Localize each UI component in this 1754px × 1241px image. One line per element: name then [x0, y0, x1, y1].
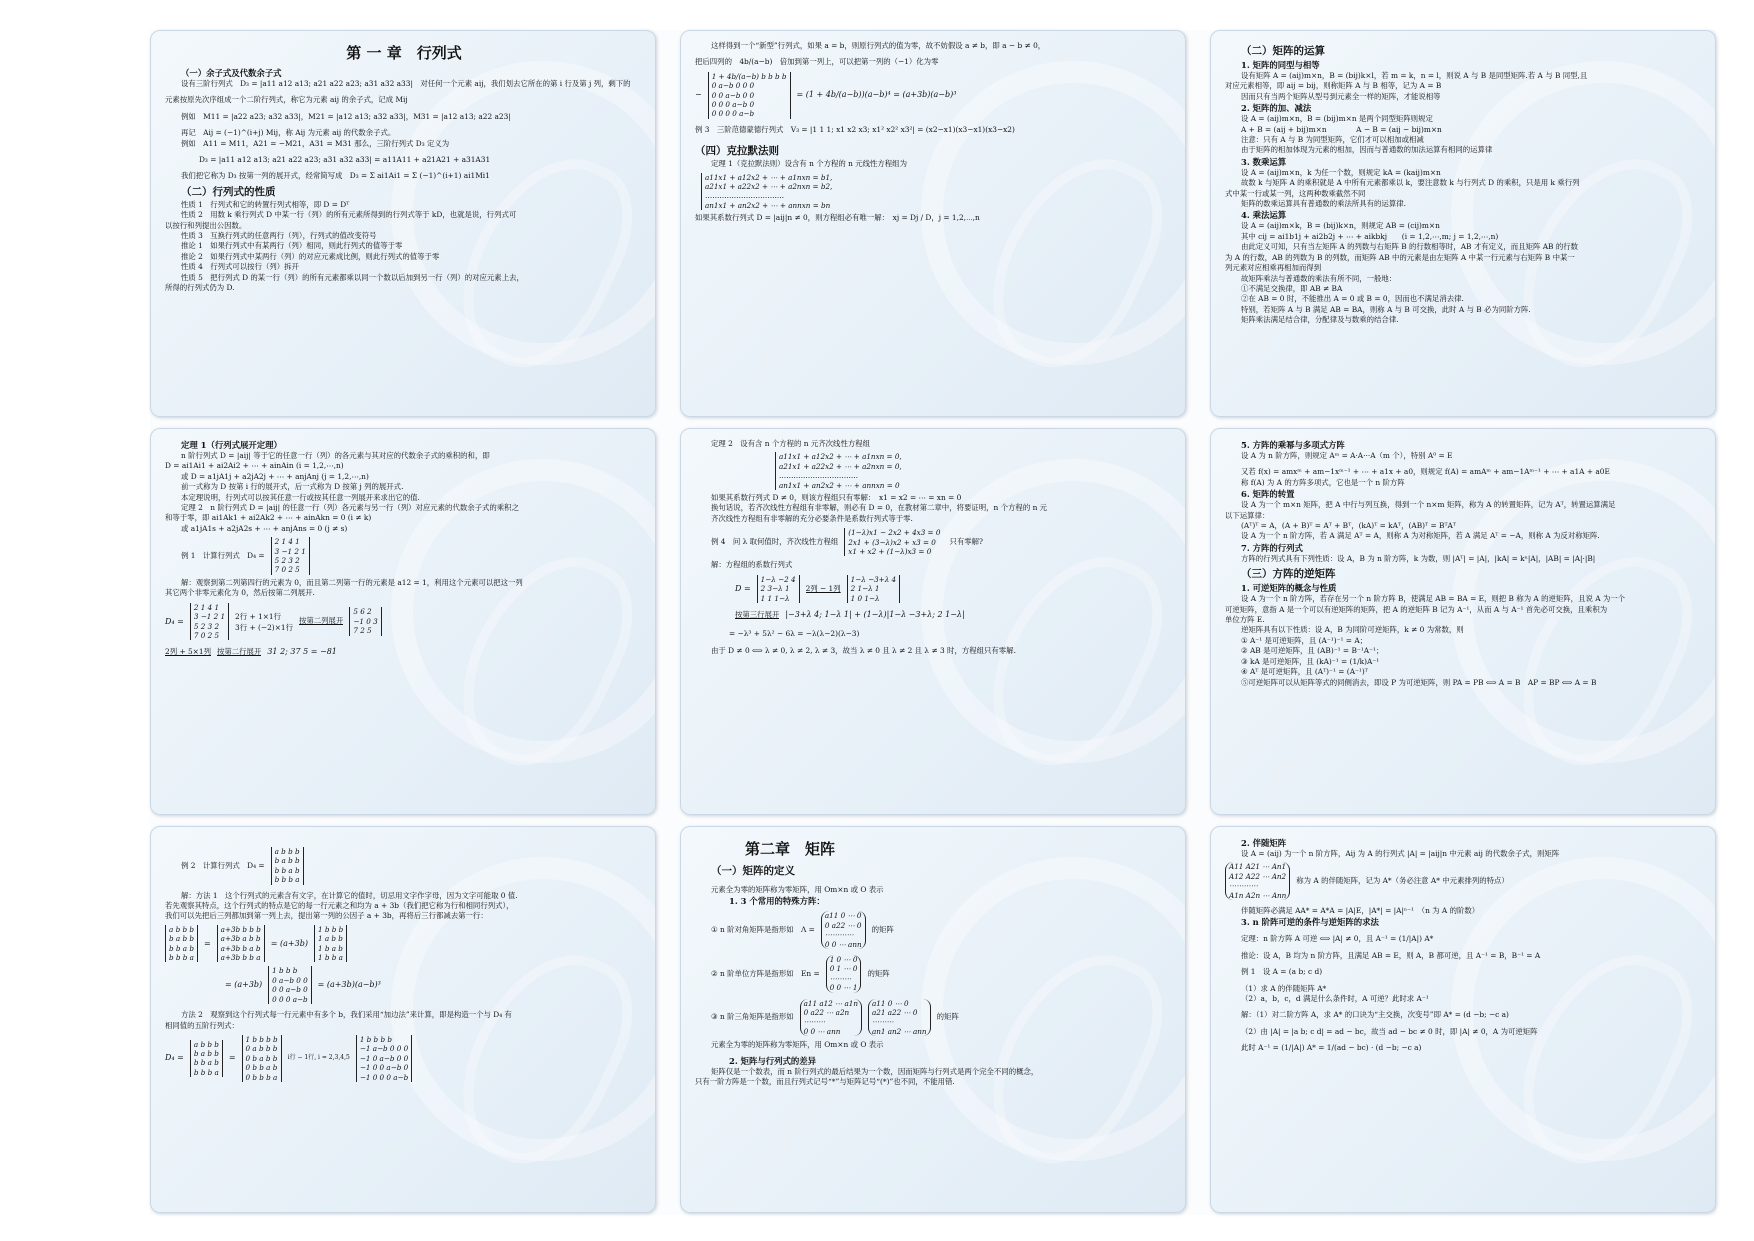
subheading: 4. 乘法运算 [1241, 210, 1287, 221]
matrix-row: 1−λ −2 4 [760, 574, 796, 584]
subheading: 2. 伴随矩阵 [1241, 838, 1287, 848]
text-line: 特别，若矩阵 A 与 B 满足 AB = BA，则称 A 与 B 可交换，此时 A 与 B 必为同阶方阵. [1241, 304, 1531, 314]
equation: a11x1 + a12x2 + ⋯ + a1nxn = 0, [779, 452, 902, 462]
matrix-row: b b a b [193, 1058, 219, 1068]
matrix-row: ⋯⋯⋯⋯ [1229, 881, 1258, 891]
solution-line: 相同值的五阶行列式： [165, 1020, 239, 1030]
matrix-row: −1 0 3 [353, 616, 378, 626]
formula: 又若 f(x) = amxᵐ + am−1xᵐ⁻¹ + ⋯ + a1x + a0，则规定 f(A) = amAᵐ + am−1Aᵐ⁻¹ + ⋯ + a1A + a0E [1241, 467, 1610, 477]
text-line: 由于矩阵的相加体现为元素的相加，因而与普通数的加法运算有相同的运算律 [1241, 145, 1493, 155]
text-line: 称 f(A) 为 A 的方阵多项式，它也是一个 n 阶方阵 [1241, 477, 1405, 487]
matrix-row: A11 A21 ⋯ An1 [1229, 862, 1287, 872]
equation: x1 + x2 + (1−λ)x3 = 0 [848, 547, 932, 557]
equation: a11x1 + a12x2 + ⋯ + a1nxn = b1, [705, 172, 833, 182]
operation-label: 2行 + 1×1行 [235, 611, 282, 621]
determinant [271, 537, 310, 575]
property-line: 性质 2 用数 k 乘行列式 D 中某一行（列）的所有元素所得到的行列式等于 kD，也就是说，行列式可 [181, 210, 517, 220]
matrix-row: ⋯⋯⋯ [829, 973, 852, 983]
property-line: ⑤可逆矩阵可以从矩阵等式的同侧消去，即设 P 为可逆矩阵，则 PA = PB ⟺ A = B AP = BP ⟺ A = B [1241, 677, 1597, 687]
theorem-line: 定理 1（克拉默法则）设含有 n 个方程的 n 元线性方程组为 [711, 159, 907, 169]
subheading: 1. 矩阵的同型与相等 [1241, 60, 1320, 70]
property-line: 推论 2 如果行列式中某两行（列）的对应元素成比例，则此行列式的值等于零 [181, 251, 440, 261]
matrix-row: b b a b [274, 865, 300, 875]
chapter-title: 第 一 章 行列式 [346, 44, 462, 62]
section-heading: （一）矩阵的定义 [711, 865, 795, 877]
matrix-row: 0 0 ⋯ ann [824, 939, 862, 949]
matrix-row: 2 1 4 1 [274, 537, 300, 547]
matrix-row: 1 1 1−λ [760, 593, 790, 603]
matrix-row: a11 0 ⋯ 0 [824, 911, 862, 921]
text-line: 本定理说明，行列式可以按其任意一行或按其任意一列展开来求出它的值. [181, 492, 420, 502]
matrix-row: b a b b [193, 1049, 219, 1059]
theorem-line: 如果其系数行列式 D = |aij|n ≠ 0，则方程组必有唯一解： xj = Dj / D，j = 1,2,⋯,n [695, 213, 980, 223]
text-line: 设 A = (aij) 为一个 n 阶方阵，Aij 为 A 的行列式 |A| = |aij|n 中元素 aij 的代数余子式，则矩阵 [1241, 849, 1560, 858]
operation-label: 2列 + 5×1列 [165, 647, 211, 657]
matrix-row: −1 0 0 a−b 0 [359, 1063, 409, 1073]
text-line: 换句话说，若齐次线性方程组有非零解，则必有 D = 0，在教材第二章中，将要证明，n 个方程的 n 元 [711, 503, 1048, 513]
text-line: 例如 A11 = M11，A21 = −M21，A31 = M31 那么，三阶行列式 D₃ 定义为 [181, 138, 450, 148]
property-line: ④ Aᵀ 是可逆矩阵，且 (Aᵀ)⁻¹ = (A⁻¹)ᵀ [1241, 667, 1368, 677]
matrix-row: −1 0 0 0 a−b [359, 1072, 409, 1082]
matrix-row: a b b b [193, 1039, 219, 1049]
operation-label: 2列 − 1列 [805, 583, 841, 593]
subheading: 1. 可逆矩阵的概念与性质 [1241, 583, 1337, 594]
text-line: 逆矩阵具有以下性质：设 A，B 为同阶可逆矩阵，k ≠ 0 为常数，则 [1241, 625, 1464, 635]
example-line: 例 1 设 A = (a b; c d) [1241, 967, 1323, 977]
property-line: ③ kA 是可逆矩阵，且 (kA)⁻¹ = (1/k)A⁻¹ [1241, 656, 1380, 666]
text-line: n 阶行列式 D = |aij| 等于它的任意一行（列）的各元素与其对应的代数余子式的乘积的和，即 [181, 451, 490, 460]
equation-system [701, 173, 835, 211]
solution-line: 解：（1）对二阶方阵 A，求 A* 的口诀为“主交换，次变号”即 A* = (d −b; −c a) [1241, 1010, 1509, 1020]
matrix-row: 1 + 4b/(a−b) b b b b [711, 71, 787, 81]
matrix-row: b a b b [274, 856, 300, 866]
text-line: 设 A 为 n 阶方阵，则规定 Aᵐ = A·A···A（m 个），特别 A⁰ = E [1241, 451, 1453, 460]
text-line: 只有一阶方阵是一个数，而且行列式记号“*”与矩阵记号“(*)”也不同，不能用错. [695, 1077, 955, 1087]
formula: A + B = (aij + bij)m×n A − B = (aij − bij)m×n [1241, 124, 1442, 134]
solution-line: 其它两个非零元素化为 0，然后按第二列展开. [165, 588, 315, 598]
text-line: 为 A 的行数，AB 的列数为 B 的列数，而矩阵 AB 中的元素是由左矩阵 A 中某一行元素与右矩阵 B 中某一 [1225, 252, 1575, 262]
subheading: 6. 矩阵的转置 [1241, 489, 1295, 500]
determinant [190, 1040, 223, 1078]
matrix-row: 1 b b a [317, 953, 343, 963]
formula: 此时 A⁻¹ = (1/|A|) A* = 1/(ad − bc) · (d −b; −c a) [1241, 1043, 1422, 1053]
matrix-row: 0 a−b 0 0 [272, 975, 308, 985]
subheading: 5. 方阵的乘幂与多项式方阵 [1241, 440, 1345, 450]
matrix-row: 0 0 0 0 a−b [711, 109, 755, 119]
text-line: ② n 阶单位方阵是指形如 En = [711, 968, 820, 978]
text-line: 例如 M11 = |a22 a23; a32 a33|，M21 = |a12 a13; a32 a33|，M31 = |a12 a13; a22 a23| [181, 111, 511, 121]
property-line: 性质 5 把行列式 D 的某一行（列）的所有元素都乘以同一个数以后加到另一行（列）的对应元素上去， [181, 272, 524, 282]
matrix-row: 0 0 ⋯ ann [803, 1026, 841, 1036]
theorem-line: 推论：设 A，B 均为 n 阶方阵，且满足 AB = E，则 A，B 都可逆，且 A⁻¹ = B，B⁻¹ = A [1241, 950, 1541, 960]
text-line: 如果其系数行列式 D ≠ 0，则该方程组只有零解： x1 = x2 = ⋯ = xn = 0 [711, 493, 962, 503]
formula: 其中 cij = ai1b1j + ai2b2j + ⋯ + aikbkj (i = 1,2,⋯,m; j = 1,2,⋯,n) [1241, 231, 1499, 241]
text-line: （2）a，b，c，d 满足什么条件时，A 可逆？此时求 A⁻¹ [1241, 994, 1429, 1004]
matrix-row: 1 b b b b [359, 1034, 392, 1044]
operation-label: 按第三行展开 [735, 609, 780, 619]
matrix-row: 0 b b a b [245, 1063, 278, 1073]
matrix-row: a11 a12 ⋯ a1n [803, 998, 858, 1008]
property-line: 性质 3 互换行列式的任意两行（列），行列式的值改变符号 [181, 231, 377, 241]
property-line: ① A⁻¹ 是可逆矩阵，且 (A⁻¹)⁻¹ = A； [1241, 635, 1368, 645]
subheading: 2. 矩阵的加、减法 [1241, 103, 1312, 114]
determinant [757, 575, 800, 603]
solution-line: 解：方程组的系数行列式 [711, 560, 793, 570]
chapter-title: 第二章 矩阵 [745, 840, 836, 858]
matrix-row: a11 0 ⋯ 0 [872, 998, 909, 1008]
slide-6 [1210, 428, 1716, 815]
determinant [271, 847, 304, 885]
text-line: 矩阵仅是一个数表，而 n 阶行列式的最后结果为一个数，因而矩阵与行列式是两个完全不同的概念， [711, 1066, 1039, 1076]
text-line: 故数 k 与矩阵 A 的乘积就是 A 中所有元素都乘以 k，要注意数 k 与行列式 D 的乘积，只是用 k 乘行列 [1241, 178, 1580, 188]
matrix-row: a+3b b b b [220, 924, 261, 934]
text-line: 的矩阵 [936, 1012, 959, 1022]
theorem-title: 定理 1（行列式展开定理） [181, 440, 282, 450]
determinant [190, 603, 229, 641]
text-line: 设 A 为一个 n 阶方阵，若存在另一个 n 阶方阵 B，使满足 AB = BA = E，则把 B 称为 A 的逆矩阵，且说 A 为一个 [1241, 594, 1626, 604]
section-heading: （四）克拉默法则 [695, 145, 779, 158]
matrix-row: 7 0 2 5 [274, 565, 300, 575]
text-line: ③ n 阶三角矩阵是指形如 [711, 1012, 794, 1022]
text-line: 元素全为零的矩阵称为零矩阵，用 Om×n 或 O 表示 [711, 885, 884, 894]
text-line: 这样得到一个“新型”行列式，如果 a = b，则原行列式的值为零，故不妨假设 a ≠ b，即 a − b ≠ 0， [711, 41, 1046, 50]
matrix [821, 911, 866, 949]
matrix-row: b b b a [169, 953, 194, 963]
matrix-row: a+3b b a b [220, 943, 261, 953]
matrix-row: 3 −1 2 1 [274, 546, 306, 556]
matrix-row: ⋯⋯⋯ [872, 1017, 894, 1027]
matrix-row: b a b b [169, 934, 194, 944]
matrix-row: 1 b b b [272, 966, 298, 976]
determinant [165, 925, 198, 963]
determinant [217, 925, 265, 963]
matrix-row: −1 a−b 0 0 0 [359, 1044, 409, 1054]
text-line: 单位方阵 E. [1225, 615, 1265, 625]
text-line: 对应元素相等，即 aij = bij，则称矩阵 A 与 B 相等，记为 A = B [1225, 81, 1442, 91]
matrix-row: 7 0 2 5 [193, 630, 220, 640]
operation-label: 按第二行展开 [216, 647, 262, 657]
equation-system [844, 528, 943, 556]
subheading: 7. 方阵的行列式 [1241, 542, 1303, 553]
slide-5: 定理 2 设有含 n 个方程的 n 元齐次线性方程组 a11x1 + a12x2 + ⋯ + a1nxn = 0, a21x1 + a22x2 + ⋯ + a2nxn = 0, …………………………… an1x1 + an2x2 + ⋯ + annxn = 0 如果其系数行列式 D ≠ 0，则该方程组只有零解： x1 = x2 = ⋯ = xn = 0 换句话说，若齐次线性方程组有非零解，则必有 D = 0，在教材第二章中，将要证明，n 个方程的 n 元 齐次线性方程组有非零解的充分必要条件是系数行列式等于零. 例 4 问 λ 取何值时，齐次线性方程组 (1−λ)x1 − 2x2 + 4x3 = 0 2x1 + (3−λ)x2 + x3 = 0 x1 + x2 + (1−λ)x3 = 0 只有零解? 解：方程组的系数行列式 D = 1−λ −2 4 2 3−λ 1 1 1 1−λ 2列 − 1列 1−λ −3+λ 4 2 1−λ 1 1 0 1−λ 按第三行展开 |−3+λ 4; 1−λ 1| + (1−λ)|1−λ −3+λ; 2 1−λ| = −λ³ + 5λ² − 6λ = −λ(λ−2)(λ−3) 由于 D ≠ 0 ⟺ λ ≠ 0, λ ≠ 2, λ ≠ 3，故当 λ ≠ 0 且 λ ≠ 2 且 λ ≠ 3 时，方程组只有零解. [680, 428, 1186, 815]
example-label: 例 4 问 λ 取何值时，齐次线性方程组 [711, 537, 839, 547]
matrix-row: 0 0 0 a−b [272, 994, 308, 1004]
text-line: 以下运算律： [1225, 510, 1270, 520]
text-line: 设 A = (aij)m×n，k 为任一个数，则规定 kA = (kaij)m×n [1241, 167, 1441, 177]
matrix-row: 0 0 a−b 0 0 [711, 90, 755, 100]
section-heading: （二）矩阵的运算 [1241, 45, 1325, 57]
matrix-row: 0 a22 ⋯ 0 [824, 920, 862, 930]
text-line: （1）求 A 的伴随矩阵 A* [1241, 983, 1327, 993]
property-line: 性质 4 行列式可以按行（列）拆开 [181, 262, 299, 272]
equation: (1−λ)x1 − 2x2 + 4x3 = 0 [848, 528, 941, 538]
matrix-row: 5 6 2 [353, 607, 372, 617]
matrix-row: b b a b [169, 943, 194, 953]
formula: (Aᵀ)ᵀ = A，(A + B)ᵀ = Aᵀ + Bᵀ，(kA)ᵀ = kAᵀ，(AB)ᵀ = BᵀAᵀ [1241, 521, 1456, 531]
matrix-row: 0 b b b a [245, 1072, 278, 1082]
equation-system [775, 452, 905, 490]
text-line: 前一式称为 D 按第 i 行的展开式，后一式称为 D 按第 j 列的展开式. [181, 482, 404, 492]
theorem-line: 定理 2 设有含 n 个方程的 n 元齐次线性方程组 [711, 439, 871, 448]
slide-9 [1210, 826, 1716, 1213]
formula: D = ai1Ai1 + ai2Ai2 + ⋯ + ainAin (i = 1,2,⋯,n) [165, 461, 344, 471]
matrix-row: −1 0 a−b 0 0 [359, 1053, 409, 1063]
determinant [349, 607, 381, 635]
matrix-row: 1−λ −3+λ 4 [850, 574, 897, 584]
text-line: 只有零解? [949, 537, 983, 547]
example-label: 例 1 计算行列式 D₄ = [181, 550, 265, 560]
equation: an1x1 + an2x2 + ⋯ + annxn = bn [705, 200, 831, 210]
matrix-row: 0 b a b b [245, 1053, 278, 1063]
text-line: 齐次线性方程组有非零解的充分必要条件是系数行列式等于零. [711, 513, 913, 523]
matrix-row: b b b a [193, 1067, 219, 1077]
text-line: 设有三阶行列式 D₃ = |a11 a12 a13; a21 a22 a23; a31 a32 a33| 对任何一个元素 aij，我们划去它所在的第 i 行及第 j 列，剩下的 [181, 79, 631, 88]
slide-2: 这样得到一个“新型”行列式，如果 a = b，则原行列式的值为零，故不妨假设 a ≠ b，即 a − b ≠ 0， 把后四列的 4b/(a−b) 倍加到第一列上，可以把第一列的（−1）化为零 − 1 + 4b/(a−b) b b b b 0 a−b 0 0 0 0 0 a−b 0 0 0 0 0 a−b 0 0 0 0 0 a−b = (1 + 4b/(a−b))(a−b)⁴ = (a+3b)(a−b)³ 例 3 三阶范德蒙德行列式 V₃ = |1 1 1; x1 x2 x3; x1² x2² x3²| = (x2−x1)(x3−x1)(x3−x2) （四）克拉默法则 定理 1（克拉默法则）设含有 n 个方程的 n 元线性方程组为 a11x1 + a12x2 + ⋯ + a1nxn = b1, a21x1 + a22x2 + ⋯ + a2nxn = b2, …………………………… an1x1 + an2x2 + ⋯ + annxn = bn 如果其系数行列式 D = |aij|n ≠ 0，则方程组必有唯一解： xj = Dj / D，j = 1,2,⋯,n [680, 30, 1186, 417]
matrix-row: 1 b b b b [245, 1034, 278, 1044]
matrix [800, 999, 862, 1037]
operation-label: 按第二列展开 [298, 616, 344, 626]
matrix-row: 1 a b b [317, 934, 343, 944]
page-sheet [150, 30, 1716, 1215]
formula: = (1 + 4b/(a−b))(a−b)⁴ = (a+3b)(a−b)³ [796, 90, 957, 100]
text-line: 元素全为零的矩阵称为零矩阵，用 Om×n 或 O 表示 [711, 1040, 884, 1050]
text-line: 再记 Aij = (−1)^(i+j) Mij，称 Aij 为元素 aij 的代数余子式。 [181, 128, 396, 138]
text-line: 设 A 为一个 m×n 矩阵，把 A 中行与列互换，得到一个 n×m 矩阵，称为 A 的转置矩阵，记为 Aᵀ，转置运算满足 [1241, 500, 1616, 510]
matrix-row: 0 a−b 0 0 0 [711, 81, 755, 91]
matrix [826, 955, 862, 993]
matrix-row: 0 0 0 a−b 0 [711, 100, 755, 110]
determinant [708, 72, 791, 119]
equation: a21x1 + a22x2 + ⋯ + a2nxn = 0, [779, 461, 902, 471]
text-line: 由于 D ≠ 0 ⟺ λ ≠ 0, λ ≠ 2, λ ≠ 3，故当 λ ≠ 0 且 λ ≠ 2 且 λ ≠ 3 时，方程组只有零解. [711, 645, 1016, 655]
theorem-line: 定理：n 阶方阵 A 可逆 ⟺ |A| ≠ 0，且 A⁻¹ = (1/|A|) A* [1241, 934, 1434, 944]
equation: …………………………… [779, 471, 859, 481]
matrix-row: 1 0 1−λ [850, 593, 880, 603]
text-line: 或 a1jA1s + a2jA2s + ⋯ + anjAns = 0 (j ≠ s) [181, 523, 348, 533]
formula: 31 2; 37 5 = −81 [267, 647, 337, 657]
text-line: 注意：只有 A 与 B 为同型矩阵，它们才可以相加或相减 [1241, 135, 1424, 145]
matrix-row: 2 3−λ 1 [760, 584, 790, 594]
matrix-row: 5 2 3 2 [193, 621, 220, 631]
property-line: ② AB 是可逆矩阵，且 (AB)⁻¹ = B⁻¹A⁻¹； [1241, 646, 1384, 656]
matrix-row: 0 a b b b [245, 1044, 278, 1054]
text-line: 设 A = (aij)m×n，B = (bij)m×n 是两个同型矩阵则规定 [1241, 114, 1433, 124]
subheading: 1. 3 个常用的特殊方阵： [729, 896, 825, 907]
matrix-row: 2 1 4 1 [193, 602, 220, 612]
matrix-row: 1 b a b [317, 943, 343, 953]
operation-label: i行 − 1行, i = 2,3,4,5 [287, 1054, 350, 1062]
example-label: 例 2 计算行列式 D₄ = [181, 860, 265, 870]
matrix-row: 0 a22 ⋯ a2n [803, 1008, 850, 1018]
matrix-row: A1n A2n ⋯ Ann [1229, 890, 1287, 900]
text-line: 因而只有当两个矩阵从型号到元素全一样的矩阵，才能说相等 [1241, 91, 1441, 101]
formula: 或 D = a1jA1j + a2jA2j + ⋯ + anjAnj (j = 1,2,⋯,n) [181, 471, 369, 481]
text-line: 矩阵的数乘运算具有普通数的乘法所具有的运算律. [1241, 199, 1406, 209]
determinant [314, 925, 347, 963]
formula: 伴随矩阵必满足 AA* = A*A = |A|E，|A*| = |A|ⁿ⁻¹ （n 为 A 的阶数） [1241, 906, 1480, 916]
matrix-row: 7 2 5 [353, 626, 372, 636]
matrix-row: b b b a [274, 875, 300, 885]
solution-line: 解：方法 1 这个行列式的元素含有文字，在计算它的值时，切忌用文字作字母，因为文字可能取 0 值. [181, 890, 518, 900]
section-heading: （三）方阵的逆矩阵 [1241, 568, 1336, 581]
property-line: 性质 1 行列式和它的转置行列式相等，即 D = Dᵀ [181, 199, 350, 209]
text-line: 我们把它称为 D₃ 按第一列的展开式，经常简写成 D₃ = Σ ai1Ai1 = Σ (−1)^(i+1) ai1Mi1 [181, 171, 490, 181]
text-line: 方阵的行列式具有下列性质：设 A，B 为 n 阶方阵，k 为数，则 |Aᵀ| = |A|，|kA| = kⁿ|A|，|AB| = |A|·|B| [1241, 553, 1596, 563]
slide-4: 定理 1（行列式展开定理） n 阶行列式 D = |aij| 等于它的任意一行（列）的各元素与其对应的代数余子式的乘积的和，即 D = ai1Ai1 + ai2Ai2 + ⋯ + ainAin (i = 1,2,⋯,n) 或 D = a1jA1j + a2jA2j + ⋯ + anjAnj (j = 1,2,⋯,n) 前一式称为 D 按第 i 行的展开式，后一式称为 D 按第 j 列的展开式. 本定理说明，行列式可以按其任意一行或按其任意一列展开来求出它的值. 定理 2 n 阶行列式 D = |aij| 的任意一行（列）各元素与另一行（列）对应元素的代数余子式的乘积之 和等于零，即 ai1Ak1 + ai2Ak2 + ⋯ + ainAkn = 0 (i ≠ k) 或 a1jA1s + a2jA2s + ⋯ + anjAns = 0 (j ≠ s) 例 1 计算行列式 D₄ = 2 1 4 1 3 −1 2 1 5 2 3 2 7 0 2 5 解：观察到第二列第四行的元素为 0，而且第二列第一行的元素是 a12 = 1，利用这个元素可以把这一列 其它两个非零元素化为 0，然后按第二列展开. D₄ = 2 1 4 1 3 −1 2 1 5 2 3 2 7 0 2 5 2行 + 1×1行 3行 + (−2)×1行 按第二列展开 5 6 2 −1 0 3 7 2 5 2列 + 5×1列 按第二行展开 31 2; 37 5 = −81 [150, 428, 656, 815]
determinant [847, 575, 900, 603]
solution-line: 解：观察到第二列第四行的元素为 0，而且第二列第一行的元素是 a12 = 1，利用这个元素可以把这一列 [181, 577, 523, 587]
text-line: 故矩阵乘法与普通数的乘法有所不同，一般地： [1241, 273, 1397, 283]
text-line: 和等于零，即 ai1Ak1 + ai2Ak2 + ⋯ + ainAkn = 0 (i ≠ k) [165, 513, 372, 523]
matrix-row: a+3b b b a [220, 953, 261, 963]
text-line: 称为 A 的伴随矩阵，记为 A*（务必注意 A* 中元素排列的特点） [1296, 876, 1509, 886]
text-line: 设有矩阵 A = (aij)m×n，B = (bij)k×l，若 m = k，n = l，则说 A 与 B 是同型矩阵.若 A 与 B 同型,且 [1241, 71, 1588, 80]
text-line: 定理 2 n 阶行列式 D = |aij| 的任意一行（列）各元素与另一行（列）对应元素的代数余子式的乘积之 [181, 503, 519, 513]
matrix-row: 0 1 ⋯ 0 [829, 964, 858, 974]
property-line: 以按行和列提出公因数。 [165, 220, 247, 230]
formula: D₃ = |a11 a12 a13; a21 a22 a23; a31 a32 a33| = a11A11 + a21A21 + a31A31 [199, 155, 491, 165]
matrix-row: 0 0 a−b 0 [272, 985, 308, 995]
property-line: 推论 1 如果行列式中有某两行（列）相同，则此行列式的值等于零 [181, 241, 403, 251]
determinant [242, 1035, 282, 1082]
formula: |−3+λ 4; 1−λ 1| + (1−λ)|1−λ −3+λ; 2 1−λ| [785, 610, 965, 620]
matrix-row: A12 A22 ⋯ An2 [1229, 871, 1287, 881]
matrix-row: 5 2 3 2 [274, 556, 300, 566]
matrix-row: an1 an2 ⋯ ann [872, 1026, 927, 1036]
text-line: ①不满足交换律，即 AB ≠ BA [1241, 283, 1343, 293]
text-line: 可逆矩阵，意指 A 是一个可以有逆矩阵的矩阵，把 A 的逆矩阵 B 记为 A⁻¹，从而 A 与 A⁻¹ 首先必可交换，且乘积为 [1225, 604, 1608, 614]
slide-7: 例 2 计算行列式 D₄ = a b b b b a b b b b a b b b b a 解：方法 1 这个行列式的元素含有文字，在计算它的值时，切忌用文字作字母，因为文字可能取 0 值. 若先观察其特点，这个行列式的特点是它的每一行元素之和均为 a + 3b（我们把它称为行和相同行列式）， 我们可以先把后三列都加到第一列上去，提出第一列的公因子 a + 3b，再将后三行都减去第一行： a b b b b a b b b b a b b b b a = a+3b b b b a+3b a b b a+3b b a b a+3b b b a = (a+3b) 1 b b b 1 a b b 1 b a b 1 b b a = (a+3b) 1 b b b 0 a−b 0 0 0 0 a−b 0 0 0 0 a−b = (a+3b)(a−b)³ 方法 2 观察到这个行列式每一行元素中有多个 b，我们采用“加边法”来计算，即是构造一个与 D₄ 有 相同值的五阶行列式： D₄ = a b b b b a b b b b a b b b b a = 1 b b b b 0 a b b b 0 b a b b 0 b b a b 0 b b b a i行 − 1行, i = 2,3,4,5 1 b b b b −1 a−b 0 0 0 −1 0 a−b 0 0 −1 0 0 a−b 0 −1 0 0 0 a−b [150, 826, 656, 1213]
property-line: 所得的行列式仍为 D. [165, 283, 235, 293]
matrix-row: 1 b b b [317, 924, 344, 934]
determinant [356, 1035, 412, 1082]
equation: …………………………… [705, 191, 785, 201]
text-line: 把后四列的 4b/(a−b) 倍加到第一列上，可以把第一列的（−1）化为零 [695, 57, 939, 67]
operation-label: 3行 + (−2)×1行 [235, 622, 293, 632]
solution-line: （2）由 |A| = |a b; c d| = ad − bc，故当 ad − bc ≠ 0 时，即 |A| ≠ 0，A 为可逆矩阵 [1241, 1026, 1538, 1036]
equation: 2x1 + (3−λ)x2 + x3 = 0 [848, 537, 936, 547]
matrix-row: 3 −1 2 1 [193, 612, 226, 622]
example-line: 例 3 三阶范德蒙德行列式 V₃ = |1 1 1; x1 x2 x3; x1² x2² x3²| = (x2−x1)(x3−x1)(x3−x2) [695, 124, 1015, 134]
equation: an1x1 + an2x2 + ⋯ + annxn = 0 [779, 480, 900, 490]
text-line: 式中某一行或某一列，这两种数乘截然不同 [1225, 188, 1366, 198]
matrix-row: a b b b [169, 924, 194, 934]
solution-line: 我们可以先把后三列都加到第一列上去，提出第一列的公因子 a + 3b，再将后三行都减去第一行： [165, 911, 488, 921]
text-line: 的矩阵 [867, 968, 890, 978]
section-heading: （二）行列式的性质 [181, 185, 276, 198]
text-line: 列元素对应相乘再相加而得到 [1225, 263, 1322, 273]
subheading: 3. 数乘运算 [1241, 156, 1287, 167]
matrix-row: a21 a22 ⋯ 0 [872, 1008, 918, 1018]
formula: = (a+3b)(a−b)³ [317, 980, 381, 990]
text-line: 由此定义可知，只有当左矩阵 A 的列数与右矩阵 B 的行数相等时，AB 才有定义，而且矩阵 AB 的行数 [1241, 242, 1578, 252]
adjugate-matrix [1225, 862, 1290, 900]
solution-line: 方法 2 观察到这个行列式每一行元素中有多个 b，我们采用“加边法”来计算，即是构造一个与 D₄ 有 [181, 1010, 512, 1020]
matrix-row: ⋯⋯⋯ [803, 1017, 826, 1027]
text-line: ① n 阶对角矩阵是指形如 Λ = [711, 925, 815, 935]
matrix-row: a b b b [274, 847, 300, 856]
formula: = −λ³ + 5λ² − 6λ = −λ(λ−2)(λ−3) [729, 629, 860, 639]
matrix-row: ⋯⋯⋯⋯ [824, 930, 854, 940]
text-line: ②在 AB = 0 时，不能推出 A = 0 或 B = 0，因而也不满足消去律. [1241, 294, 1464, 304]
matrix-row: a+3b a b b [220, 934, 261, 944]
text-line: 设 A 为一个 n 阶方阵，若 A 满足 Aᵀ = A，则称 A 为对称矩阵，若 A 满足 Aᵀ = −A，则称 A 为反对称矩阵. [1241, 531, 1600, 541]
slide-1 [150, 30, 656, 417]
text-line: 元素按原先次序组成一个二阶行列式，称它为元素 aij 的余子式，记成 Mij [165, 95, 408, 105]
text-line: 设 A = (aij)m×k，B = (bij)k×n，则规定 AB = (cij)m×n [1241, 221, 1440, 231]
solution-line: 若先观察其特点，这个行列式的特点是它的每一行元素之和均为 a + 3b（我们把它称为行和相同行列式）， [165, 901, 514, 911]
text-line: 的矩阵 [871, 925, 894, 935]
text-line: 矩阵乘法满足结合律，分配律及与数乘的结合律. [1241, 315, 1399, 325]
subheading: 2. 矩阵与行列式的差异 [729, 1055, 817, 1066]
determinant [268, 966, 311, 1004]
matrix-row: 0 0 ⋯ 1 [829, 983, 858, 993]
equation: a21x1 + a22x2 + ⋯ + a2nxn = b2, [705, 182, 833, 192]
matrix-row: 2 1−λ 1 [850, 584, 880, 594]
section-heading: （一）余子式及代数余子式 [181, 68, 282, 78]
slide-8 [680, 826, 1186, 1213]
subheading: 3. n 阶阵可逆的条件与逆矩阵的求法 [1241, 917, 1379, 928]
matrix-row: 1 0 ⋯ 0 [829, 955, 858, 965]
matrix [868, 999, 931, 1037]
slide-3 [1210, 30, 1716, 417]
